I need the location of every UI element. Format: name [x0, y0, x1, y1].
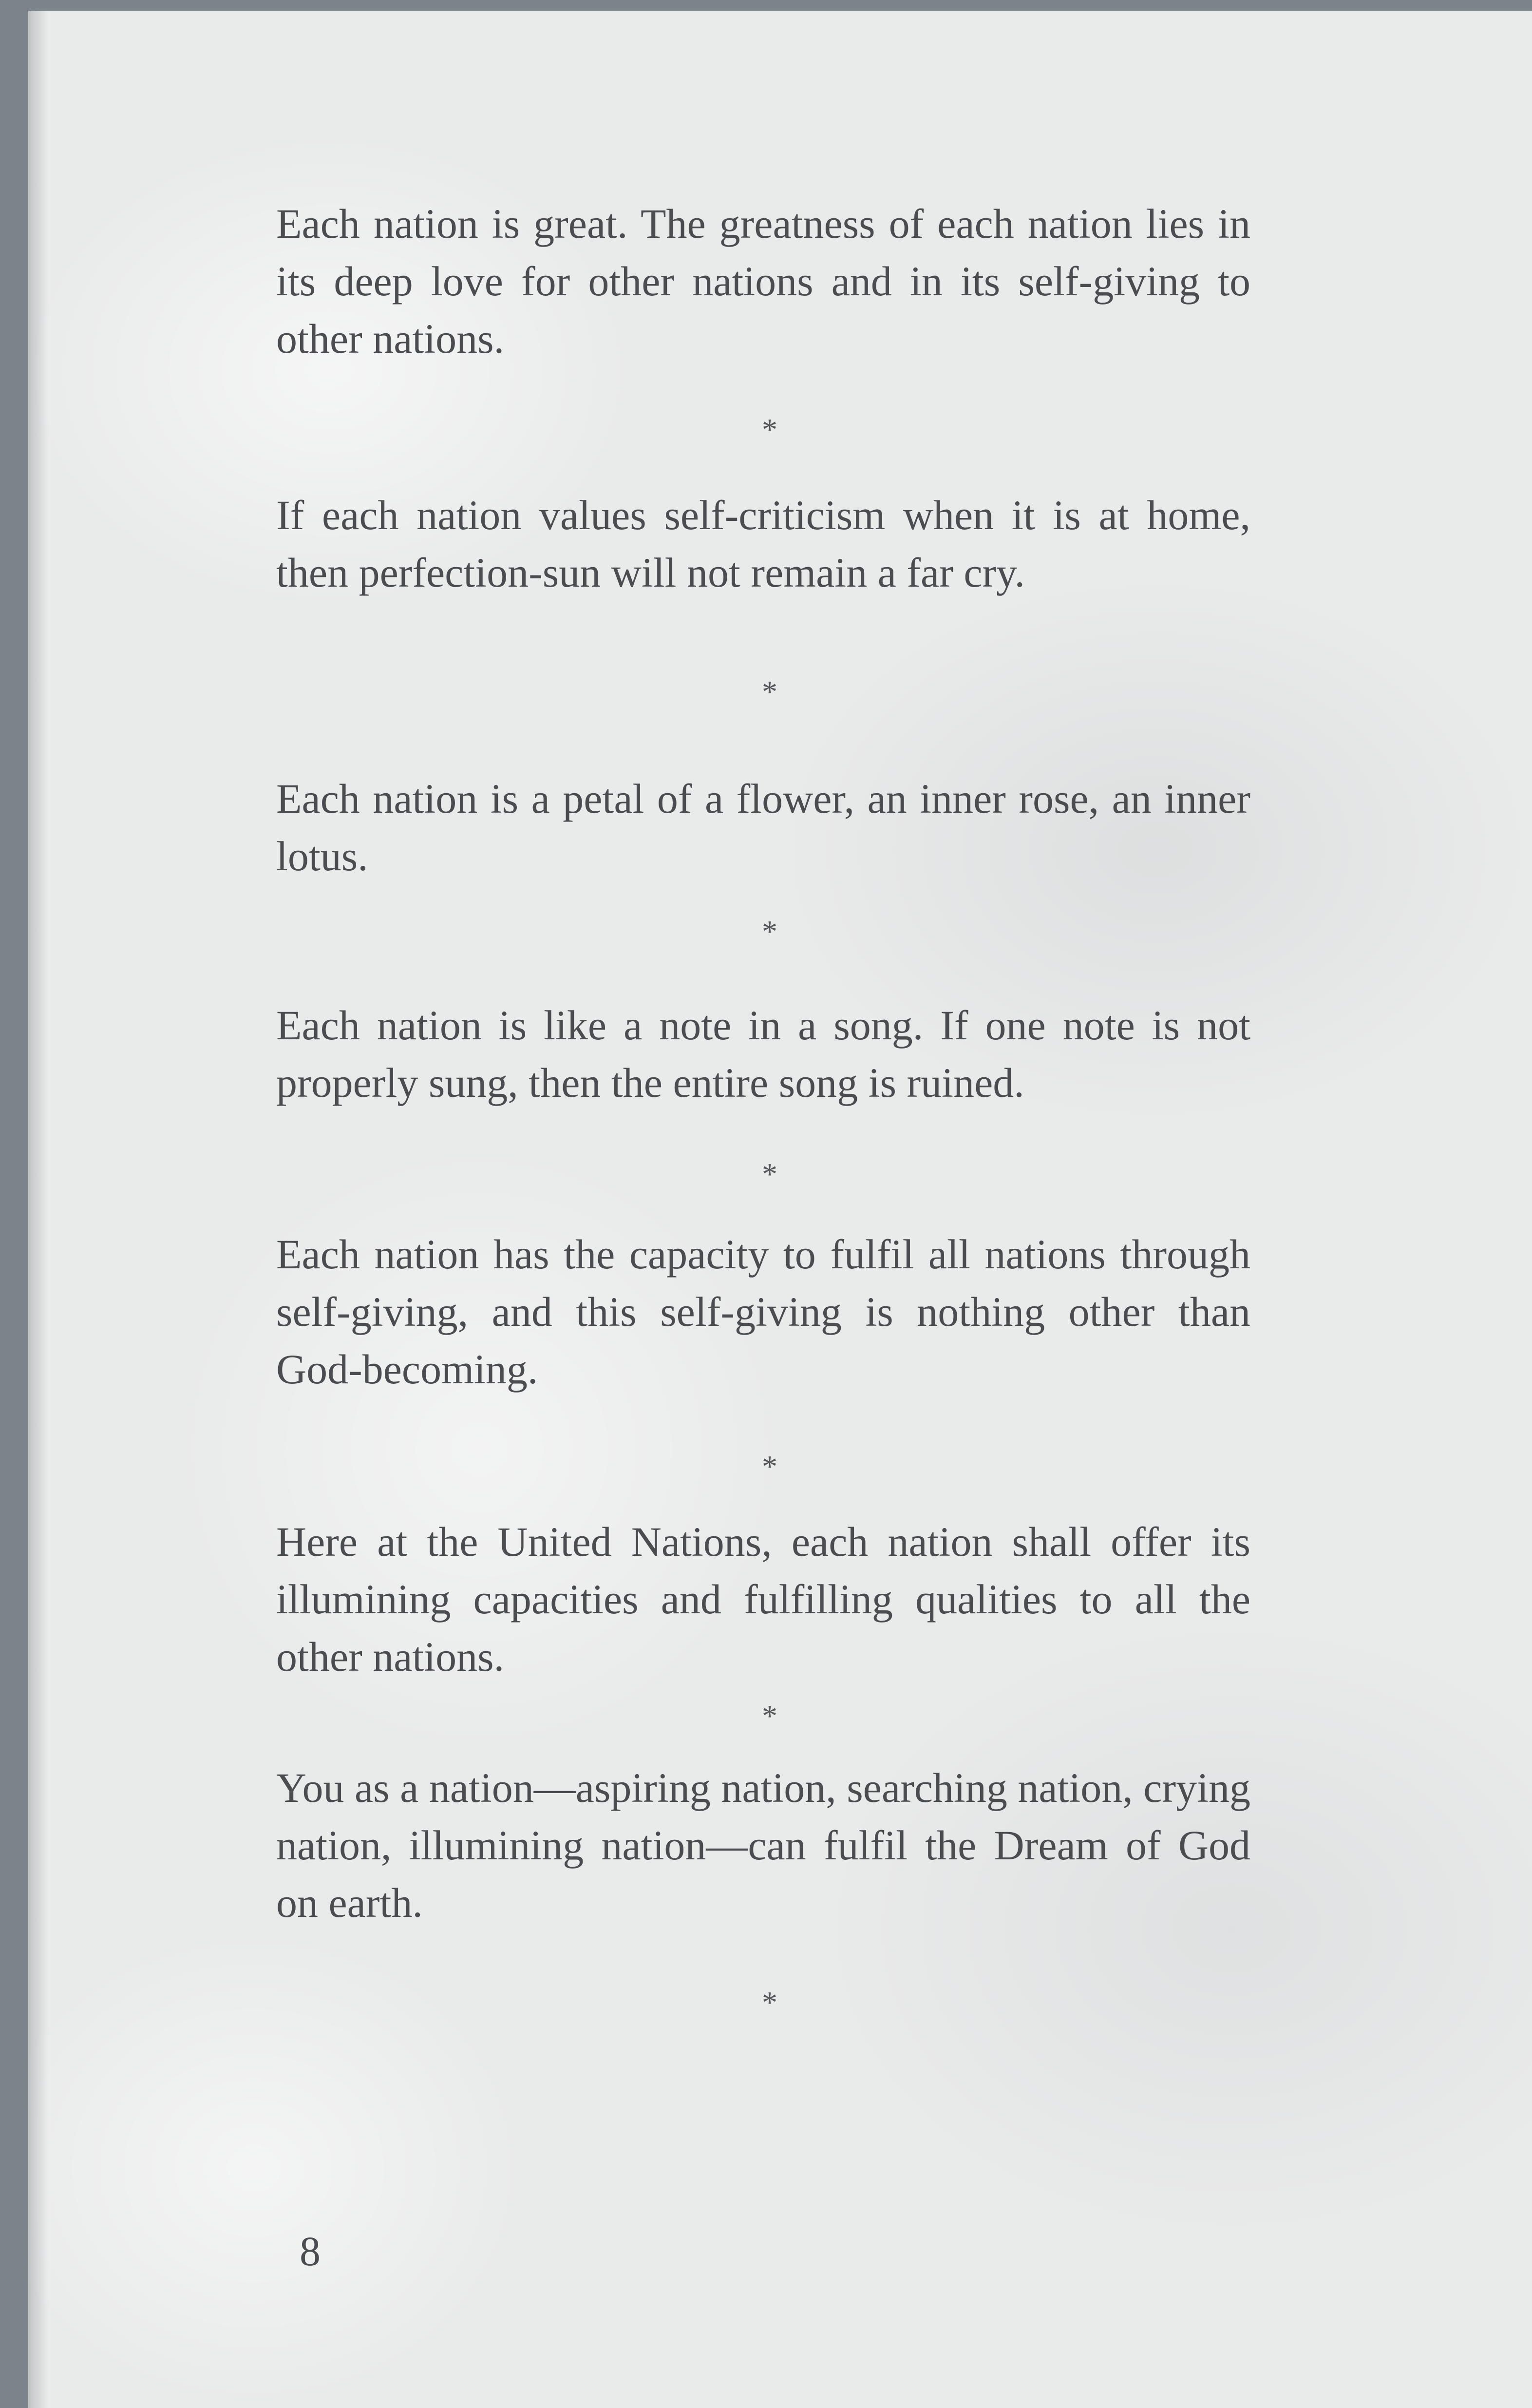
separator-4: * [762, 1157, 777, 1191]
page-edge-shadow [28, 11, 48, 2408]
paragraph-6: Here at the United Nations, each nation shall offer its illumining capacities and fulfilling qualities to all the other nations. [276, 1518, 1250, 1680]
book-page [28, 11, 1532, 2408]
page-number: 8 [300, 2228, 321, 2274]
separator-5: * [762, 1449, 777, 1484]
paragraph-7: You as a nation—aspiring nation, searching nation, crying nation, illumining nation—can fulfil the Dream of God on earth. [276, 1764, 1250, 1926]
separator-7: * [762, 1985, 777, 2020]
paragraph-2: If each nation values self-criticism when it is at home, then perfection-sun will not remain a far cry. [276, 492, 1250, 596]
separator-3: * [762, 914, 777, 949]
separator-2: * [762, 674, 777, 709]
paragraph-3: Each nation is a petal of a flower, an inner rose, an inner lotus. [276, 775, 1250, 879]
paragraph-1: Each nation is great. The greatness of each nation lies in its deep love for other nations and in its self-giving to other nations. [276, 200, 1250, 362]
paragraph-5: Each nation has the capacity to fulfil all nations through self-giving, and this self-giving is nothing other than God-becoming. [276, 1231, 1250, 1393]
separator-6: * [762, 1699, 777, 1733]
paragraph-4: Each nation is like a note in a song. If one note is not properly sung, then the entire song is ruined. [276, 1002, 1250, 1106]
separator-1: * [762, 412, 777, 447]
